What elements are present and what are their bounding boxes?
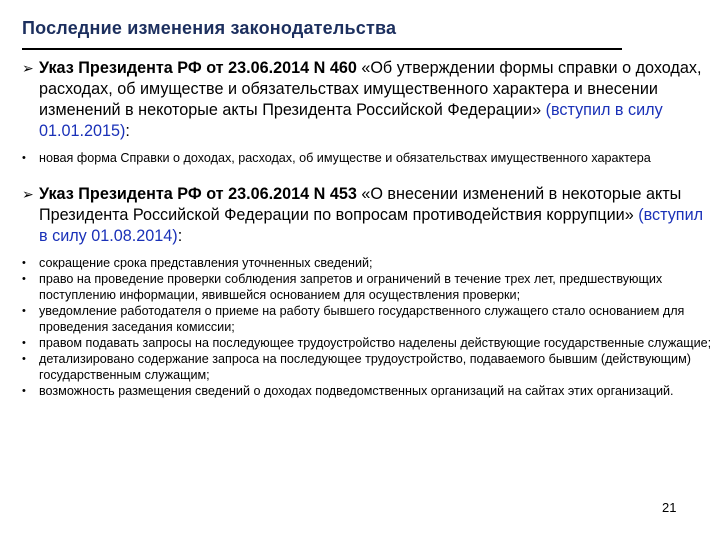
effective-date: (вступил в силу 01.01.2015): [39, 101, 663, 140]
list-item: [22, 335, 714, 351]
title-underline: [22, 48, 622, 50]
bullet-dot-icon: •: [22, 337, 26, 349]
list-item-text: новая форма Справки о доходах, расходах, об имуществе и обязательствах имущественного характера: [39, 151, 651, 165]
decree-460-bullets: [22, 150, 714, 166]
list-item-text: детализировано содержание запроса на последующее трудоустройство, подаваемого бывшим (действующим) государственным служащим;: [39, 352, 691, 382]
decree-description: «О внесении изменений в некоторые акты Президента Российской Федерации по вопросам противодействия коррупции»: [39, 185, 682, 224]
list-item-text: уведомление работодателя о приеме на работу бывшего государственного служащего стало основанием для проведения заседания комиссии;: [39, 304, 685, 334]
slide-content: [22, 58, 714, 417]
decree-title: Указ Президента РФ от 23.06.2014 N 460: [39, 59, 357, 77]
list-item: [22, 383, 714, 399]
list-item-text: сокращение срока представления уточненных сведений;: [39, 256, 373, 270]
page-number: 21: [662, 500, 677, 515]
decree-453: [22, 184, 714, 247]
decree-460: [22, 58, 714, 142]
bullet-dot-icon: •: [22, 257, 26, 269]
list-item-text: правом подавать запросы на последующее трудоустройство наделены действующие государственные служащие;: [39, 336, 712, 350]
bullet-dot-icon: •: [22, 305, 26, 317]
list-item: [22, 150, 714, 166]
decree-tail: :: [177, 227, 183, 245]
list-item-text: право на проведение проверки соблюдения запретов и ограничений в течение трех лет, предшествующих поступлению информации, явившейся основанием для осуществления проверки;: [39, 272, 663, 302]
list-item: [22, 303, 714, 335]
arrow-bullet-icon: ➢: [22, 186, 34, 202]
decree-description: «Об утверждении формы справки о доходах, расходах, об имуществе и обязательствах имущественного характера и внесении изменений в некоторые акты Президента Российской Федерации»: [39, 59, 702, 119]
decree-tail: :: [125, 122, 130, 140]
list-item-text: возможность размещения сведений о доходах подведомственных организаций на сайтах этих организаций.: [39, 384, 674, 398]
bullet-dot-icon: •: [22, 353, 26, 365]
effective-date: (вступил в силу 01.08.2014): [39, 206, 704, 245]
bullet-dot-icon: •: [22, 273, 26, 285]
decree-title: Указ Президента РФ от 23.06.2014 N 453: [39, 185, 357, 203]
slide-title: Последние изменения законодательства: [22, 18, 397, 38]
list-item: [22, 351, 714, 383]
decree-453-bullets: [22, 255, 714, 399]
arrow-bullet-icon: ➢: [22, 60, 34, 76]
bullet-dot-icon: •: [22, 385, 26, 397]
list-item: [22, 271, 714, 303]
list-item: [22, 255, 714, 271]
bullet-dot-icon: •: [22, 152, 26, 164]
